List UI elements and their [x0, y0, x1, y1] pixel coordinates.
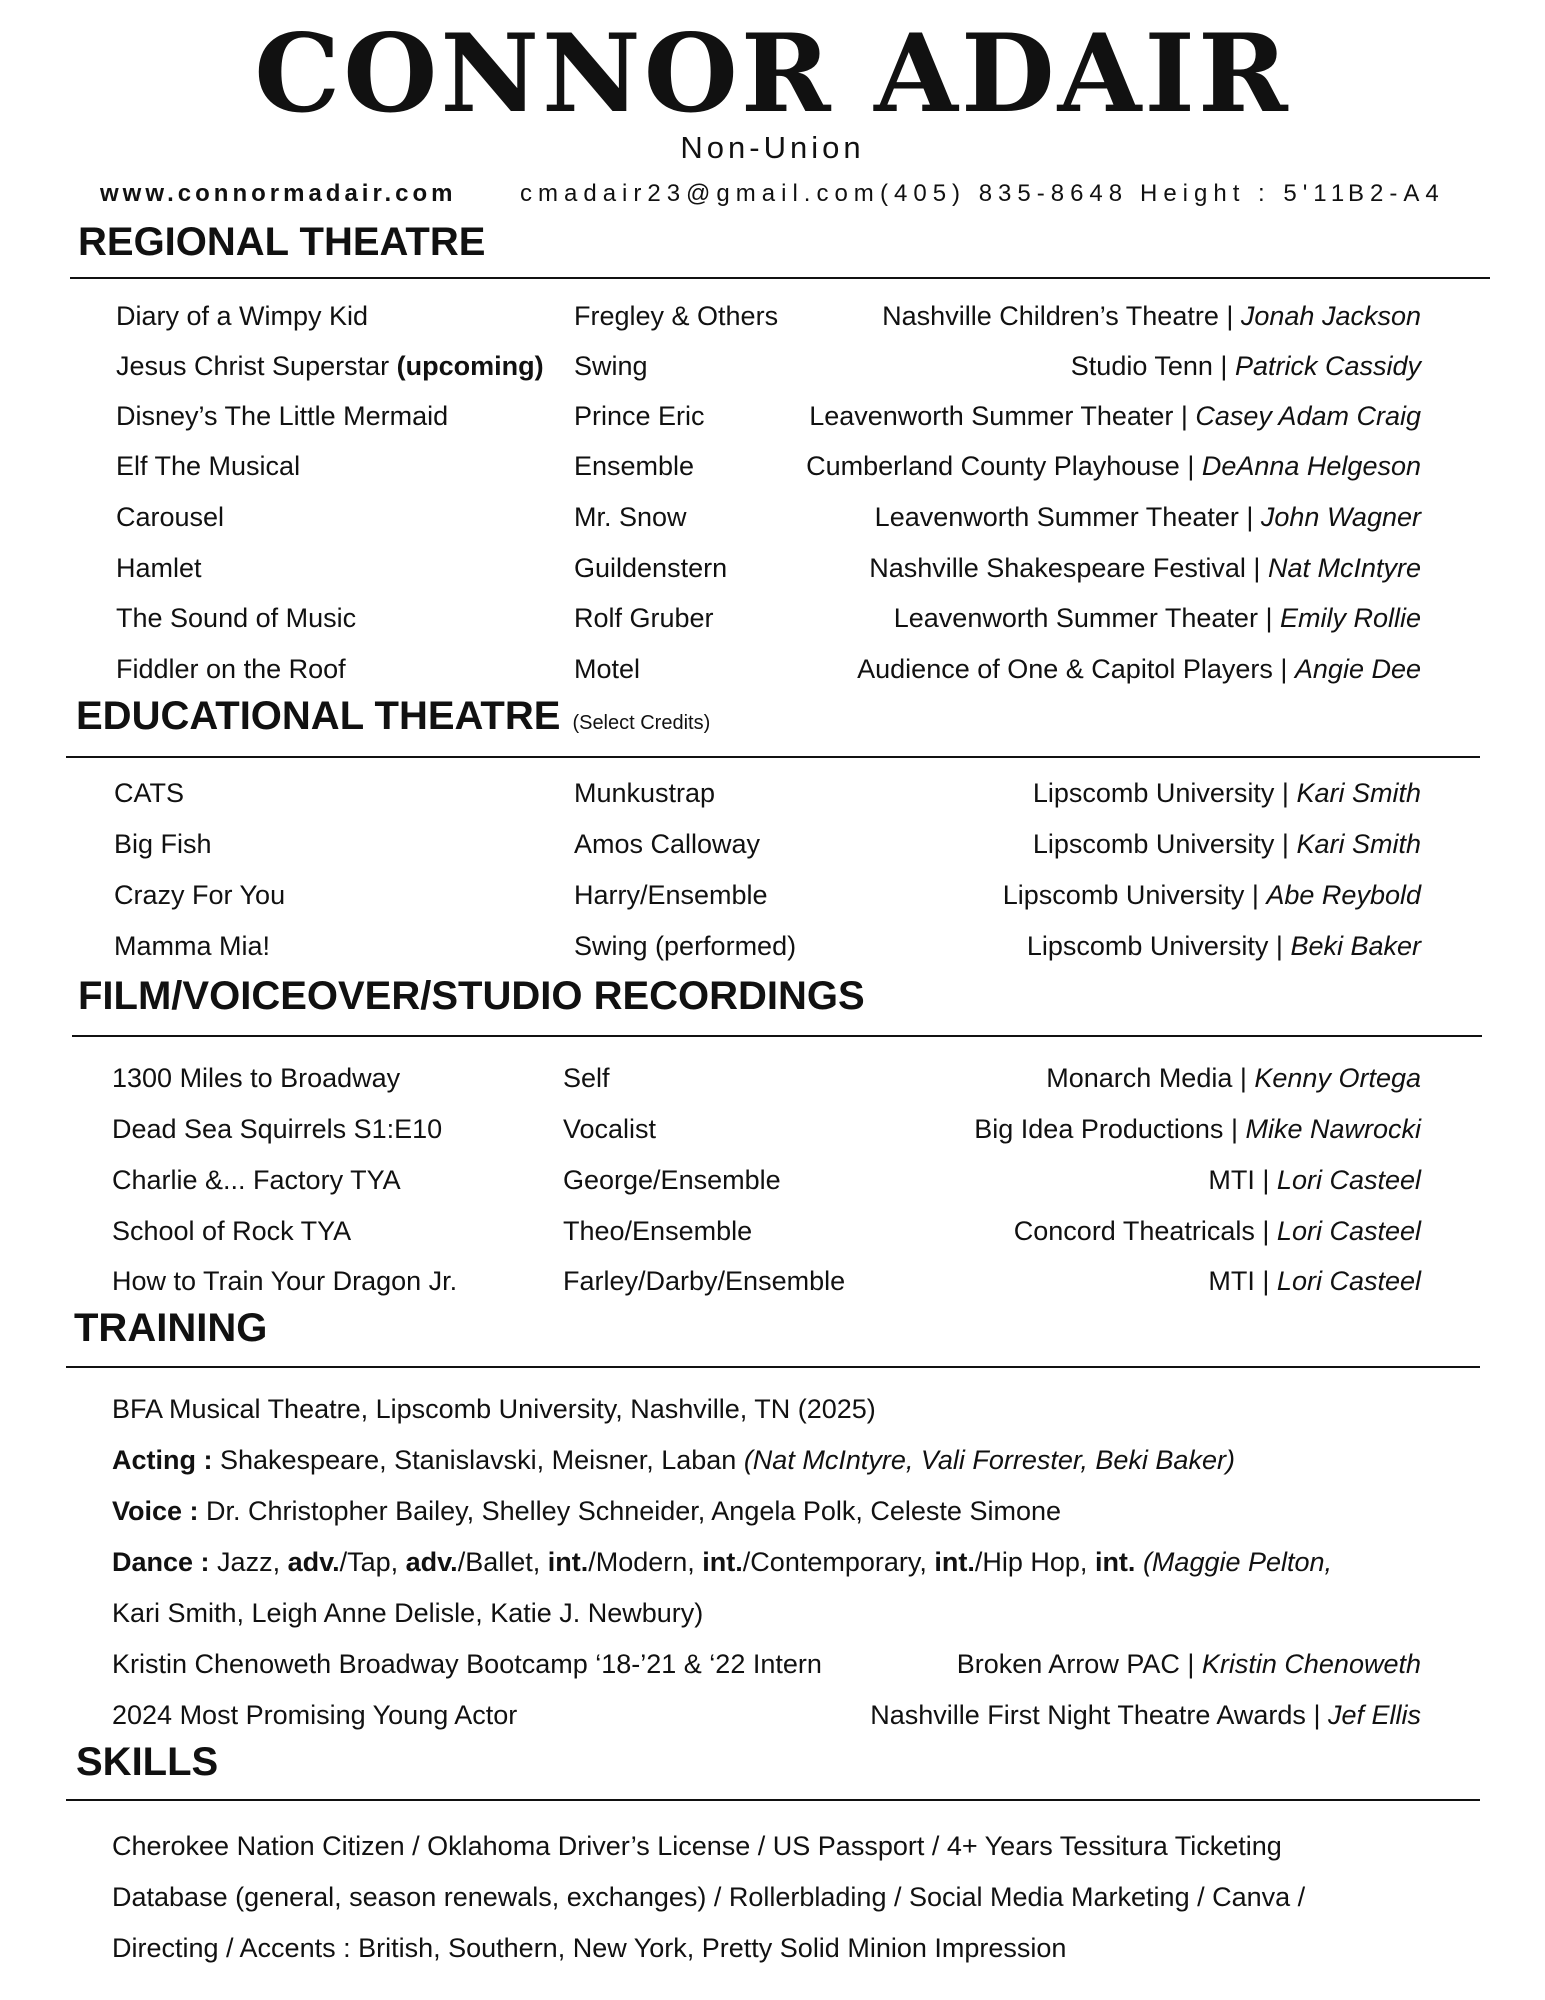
credit-row: [0, 1160, 1545, 1200]
section-divider: [66, 1799, 1480, 1801]
size-info: B2-A4: [1348, 180, 1445, 207]
show-title: Hamlet: [116, 553, 202, 583]
venue-director: Leavenworth Summer Theater | John Wagner: [874, 502, 1421, 532]
venue-director: Big Idea Productions | Mike Nawrocki: [974, 1114, 1421, 1144]
role: Fregley & Others: [574, 301, 779, 331]
show-title: Fiddler on the Roof: [116, 654, 346, 684]
credit-row: [0, 1261, 1545, 1301]
show-title: Dead Sea Squirrels S1:E10: [112, 1114, 443, 1144]
venue-director: MTI | Lori Casteel: [1208, 1165, 1421, 1195]
email-link[interactable]: cmadair23@gmail.com: [520, 180, 880, 207]
role: Prince Eric: [574, 401, 705, 431]
venue-director: MTI | Lori Casteel: [1208, 1266, 1421, 1296]
venue-director: Leavenworth Summer Theater | Emily Rollie: [893, 603, 1421, 633]
credit-row: [0, 497, 1545, 537]
role: Rolf Gruber: [574, 603, 714, 633]
venue-director: Lipscomb University | Abe Reybold: [1002, 880, 1421, 910]
credit-row: [0, 548, 1545, 588]
section-title-educational: EDUCATIONAL THEATRE (Select Credits): [76, 694, 711, 738]
show-title: Charlie &... Factory TYA: [112, 1165, 401, 1195]
section-title-skills: SKILLS: [76, 1740, 219, 1784]
show-title: Big Fish: [114, 829, 212, 859]
role: Harry/Ensemble: [574, 880, 768, 910]
venue-director: Monarch Media | Kenny Ortega: [1046, 1063, 1421, 1093]
role: Theo/Ensemble: [563, 1216, 753, 1246]
role: Munkustrap: [574, 778, 716, 808]
training-acting: Acting : Shakespeare, Stanislavski, Meisner, Laban (Nat McIntyre, Vali Forrester, Beki Baker): [112, 1445, 1235, 1475]
section-divider: [70, 277, 1490, 279]
training-dance: Dance : Jazz, adv./Tap, adv./Ballet, int./Modern, int./Contemporary, int./Hip Hop, int. (Maggie Pelton,: [112, 1547, 1333, 1577]
credit-row: [0, 296, 1545, 336]
website-link[interactable]: www.connormadair.com: [100, 180, 457, 207]
venue-director: Cumberland County Playhouse | DeAnna Helgeson: [806, 451, 1421, 481]
role: Guildenstern: [574, 553, 728, 583]
skills-line: Cherokee Nation Citizen / Oklahoma Driver’s License / US Passport / 4+ Years Tessitura Ticketing: [112, 1831, 1282, 1861]
credit-row: [0, 396, 1545, 436]
role: Farley/Darby/Ensemble: [563, 1266, 846, 1296]
venue-director: Nashville Shakespeare Festival | Nat McIntyre: [869, 553, 1421, 583]
venue-director: Studio Tenn | Patrick Cassidy: [1070, 351, 1421, 381]
bootcamp-venue-director: Broken Arrow PAC | Kristin Chenoweth: [956, 1649, 1421, 1679]
section-note: (Select Credits): [572, 712, 711, 734]
section-title-film: FILM/VOICEOVER/STUDIO RECORDINGS: [78, 974, 865, 1018]
venue-director: Concord Theatricals | Lori Casteel: [1013, 1216, 1421, 1246]
role: Swing: [574, 351, 648, 381]
credit-row: [0, 926, 1545, 966]
credit-row: [0, 446, 1545, 486]
role: Vocalist: [563, 1114, 657, 1144]
venue-director: Audience of One & Capitol Players | Angie Dee: [857, 654, 1421, 684]
show-title: How to Train Your Dragon Jr.: [112, 1266, 458, 1296]
role: Amos Calloway: [574, 829, 761, 859]
show-title: Crazy For You: [114, 880, 286, 910]
section-divider: [66, 756, 1480, 758]
role: George/Ensemble: [563, 1165, 781, 1195]
venue-director: Lipscomb University | Kari Smith: [1032, 829, 1421, 859]
role: Ensemble: [574, 451, 695, 481]
venue-director: Lipscomb University | Beki Baker: [1026, 931, 1421, 961]
training-dance-teachers: Kari Smith, Leigh Anne Delisle, Katie J. Newbury): [112, 1598, 704, 1628]
show-title: The Sound of Music: [116, 603, 357, 633]
section-title-regional: REGIONAL THEATRE: [78, 220, 486, 264]
credit-row: [0, 875, 1545, 915]
show-title: Mamma Mia!: [114, 931, 271, 961]
credit-row: [0, 649, 1545, 689]
role: Swing (performed): [574, 931, 797, 961]
venue-director: Nashville Children’s Theatre | Jonah Jackson: [882, 301, 1421, 331]
credit-row: [0, 773, 1545, 813]
credit-row: [0, 1211, 1545, 1251]
section-title-training: TRAINING: [74, 1306, 268, 1350]
show-title: Diary of a Wimpy Kid: [116, 301, 369, 331]
role: Motel: [574, 654, 641, 684]
show-title: School of Rock TYA: [112, 1216, 352, 1246]
credit-row: [0, 1109, 1545, 1149]
show-title: Jesus Christ Superstar (upcoming): [116, 351, 544, 381]
show-title: Disney’s The Little Mermaid: [116, 401, 449, 431]
phone-number: (405) 835-8648: [880, 180, 1129, 207]
height-info: Height : 5'11: [1140, 180, 1351, 207]
training-award: 2024 Most Promising Young Actor: [112, 1700, 518, 1730]
credit-row: [0, 824, 1545, 864]
training-bootcamp: Kristin Chenoweth Broadway Bootcamp ‘18-’21 & ‘22 Intern: [112, 1649, 822, 1679]
venue-director: Leavenworth Summer Theater | Casey Adam Craig: [809, 401, 1421, 431]
resume-name: CONNOR ADAIR: [254, 11, 1291, 137]
training-voice: Voice : Dr. Christopher Bailey, Shelley Schneider, Angela Polk, Celeste Simone: [112, 1496, 1061, 1526]
role: Mr. Snow: [574, 502, 687, 532]
skills-line: Database (general, season renewals, exchanges) / Rollerblading / Social Media Marketing / Canva /: [112, 1882, 1306, 1912]
credit-row: [0, 346, 1545, 386]
section-divider: [72, 1035, 1482, 1037]
credit-row: [0, 598, 1545, 638]
show-title: CATS: [114, 778, 185, 808]
award-venue-director: Nashville First Night Theatre Awards | Jef Ellis: [870, 1700, 1421, 1730]
skills-line: Directing / Accents : British, Southern, New York, Pretty Solid Minion Impression: [112, 1933, 1067, 1963]
section-divider: [66, 1366, 1480, 1368]
show-title: Elf The Musical: [116, 451, 301, 481]
credit-row: [0, 1058, 1545, 1098]
show-title: Carousel: [116, 502, 225, 532]
training-degree: BFA Musical Theatre, Lipscomb University, Nashville, TN (2025): [112, 1394, 876, 1424]
role: Self: [563, 1063, 610, 1093]
show-title: 1300 Miles to Broadway: [112, 1063, 401, 1093]
union-status: Non-Union: [680, 130, 865, 165]
venue-director: Lipscomb University | Kari Smith: [1032, 778, 1421, 808]
